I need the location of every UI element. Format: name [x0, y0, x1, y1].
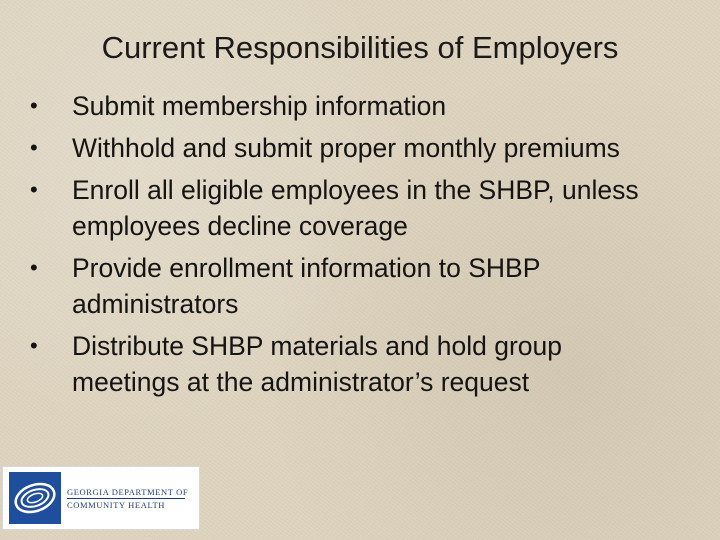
- bullet-text: Withhold and submit proper monthly premiums: [72, 133, 620, 163]
- logo-divider: [67, 498, 185, 499]
- slide-title: Current Responsibilities of Employers: [101, 30, 619, 65]
- bullet-item: [26, 172, 676, 244]
- bullet-item: [26, 130, 676, 166]
- bullet-icon: •: [30, 177, 38, 202]
- bullet-text: Provide enrollment information to SHBP administrators: [72, 253, 540, 319]
- bullet-icon: •: [30, 135, 38, 160]
- logo-line-1: GEORGIA DEPARTMENT OF: [67, 486, 189, 497]
- bullet-list: [26, 88, 676, 406]
- bullet-text: Submit membership information: [72, 91, 447, 121]
- bullet-icon: •: [30, 333, 38, 358]
- bullet-text: Enroll all eligible employees in the SHBP, unless employees decline coverage: [72, 175, 639, 241]
- swirl-logo-icon: [9, 472, 61, 524]
- bullet-text: Distribute SHBP materials and hold group meetings at the administrator’s request: [72, 331, 563, 397]
- logo-line-2: COMMUNITY HEALTH: [67, 499, 165, 510]
- organization-logo: [2, 466, 200, 530]
- logo-text: [67, 487, 188, 510]
- bullet-icon: •: [30, 255, 38, 280]
- bullet-item: [26, 328, 676, 400]
- bullet-item: [26, 250, 676, 322]
- bullet-icon: •: [30, 93, 38, 118]
- bullet-item: [26, 88, 676, 124]
